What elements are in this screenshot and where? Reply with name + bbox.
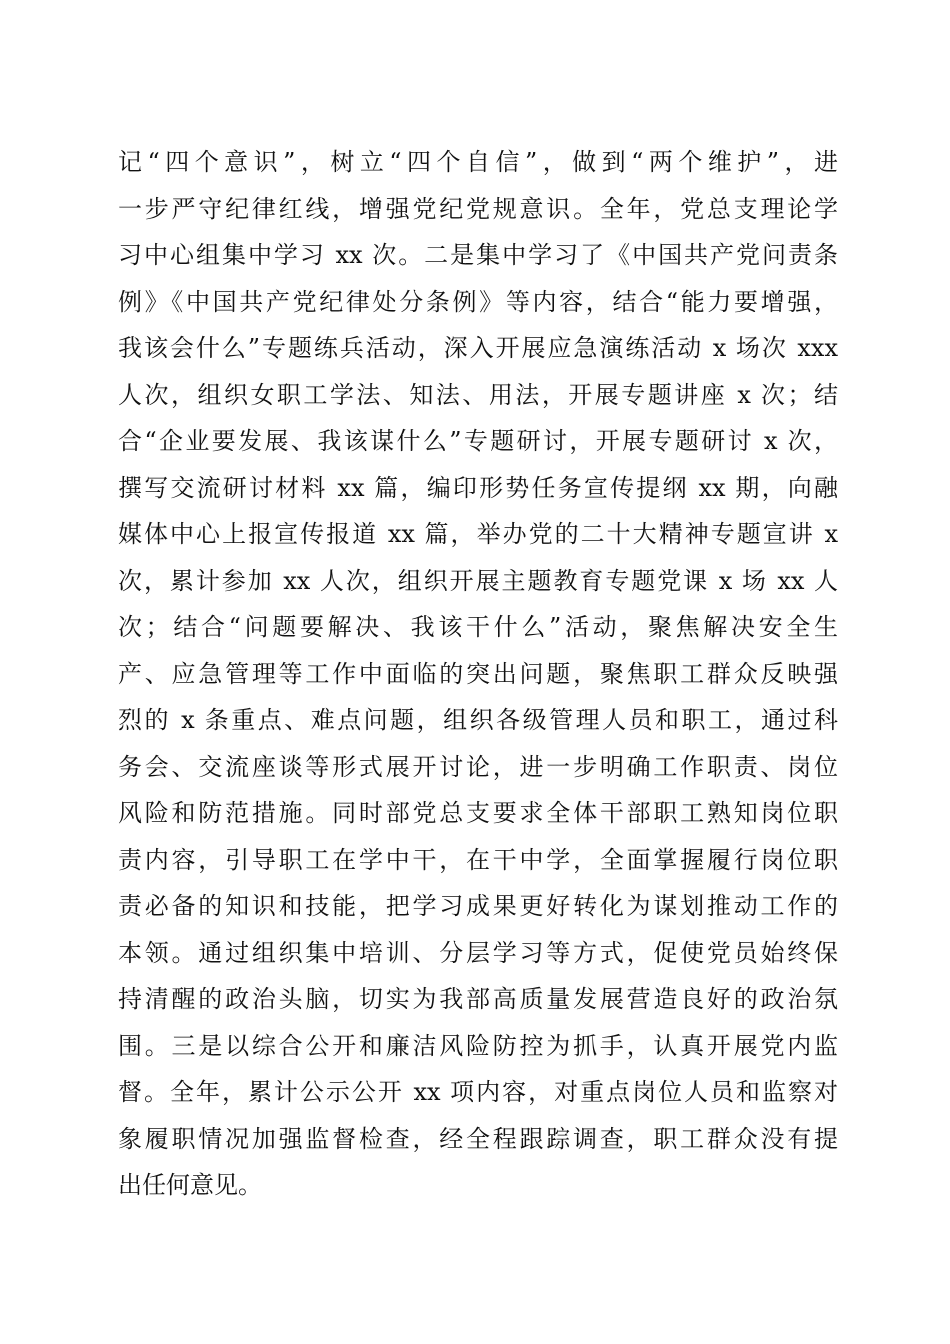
text-line-10: 次，累计参加 xx 人次，组织开展主题教育专题党课 x 场 xx 人 [118, 566, 838, 595]
text-line-15: 风险和防范措施。同时部党总支要求全体干部职工熟知岗位职 [118, 799, 838, 827]
text-line-22: 象履职情况加强监督检查，经全程跟踪调查，职工群众没有提 [118, 1124, 838, 1153]
text-line-17: 责必备的知识和技能，把学习成果更好转化为谋划推动工作的 [118, 892, 838, 920]
text-line-1: 记“四个意识”，树立“四个自信”，做到“两个维护”，进 [118, 148, 838, 176]
text-line-3: 习中心组集中学习 xx 次。二是集中学习了《中国共产党问责条 [118, 241, 838, 269]
text-line-2: 一步严守纪律红线，增强党纪党规意识。全年，党总支理论学 [118, 194, 838, 223]
text-line-16: 责内容，引导职工在学中干，在干中学，全面掌握履行岗位职 [118, 845, 838, 874]
text-line-11: 次；结合“问题要解决、我该干什么”活动，聚焦解决安全生 [118, 613, 838, 641]
text-line-21: 督。全年，累计公示公开 xx 项内容，对重点岗位人员和监察对 [118, 1078, 838, 1106]
text-line-20: 围。三是以综合公开和廉洁风险防控为抓手，认真开展党内监 [118, 1031, 838, 1060]
text-line-14: 务会、交流座谈等形式展开讨论，进一步明确工作职责、岗位 [118, 752, 838, 781]
text-line-9: 媒体中心上报宣传报道 xx 篇，举办党的二十大精神专题宣讲 x [118, 520, 838, 548]
body-paragraph [118, 139, 838, 1209]
text-line-13: 烈的 x 条重点、难点问题，组织各级管理人员和职工，通过科 [118, 706, 838, 734]
text-line-23: 出任何意见。 [118, 1171, 262, 1199]
text-line-18: 本领。通过组织集中培训、分层学习等方式，促使党员始终保 [118, 938, 838, 967]
text-line-5: 我该会什么”专题练兵活动，深入开展应急演练活动 x 场次 xxx [118, 334, 838, 362]
text-line-6: 人次，组织女职工学法、知法、用法，开展专题讲座 x 次；结 [118, 380, 838, 409]
text-line-8: 撰写交流研讨材料 xx 篇，编印形势任务宣传提纲 xx 期，向融 [118, 473, 838, 502]
text-line-7: 合“企业要发展、我该谋什么”专题研讨，开展专题研讨 x 次， [118, 427, 838, 455]
text-line-12: 产、应急管理等工作中面临的突出问题，聚焦职工群众反映强 [118, 659, 838, 688]
text-line-19: 持清醒的政治头脑，切实为我部高质量发展营造良好的政治氛 [118, 985, 838, 1013]
text-line-4: 例》《中国共产党纪律处分条例》等内容，结合“能力要增强， [118, 287, 838, 316]
